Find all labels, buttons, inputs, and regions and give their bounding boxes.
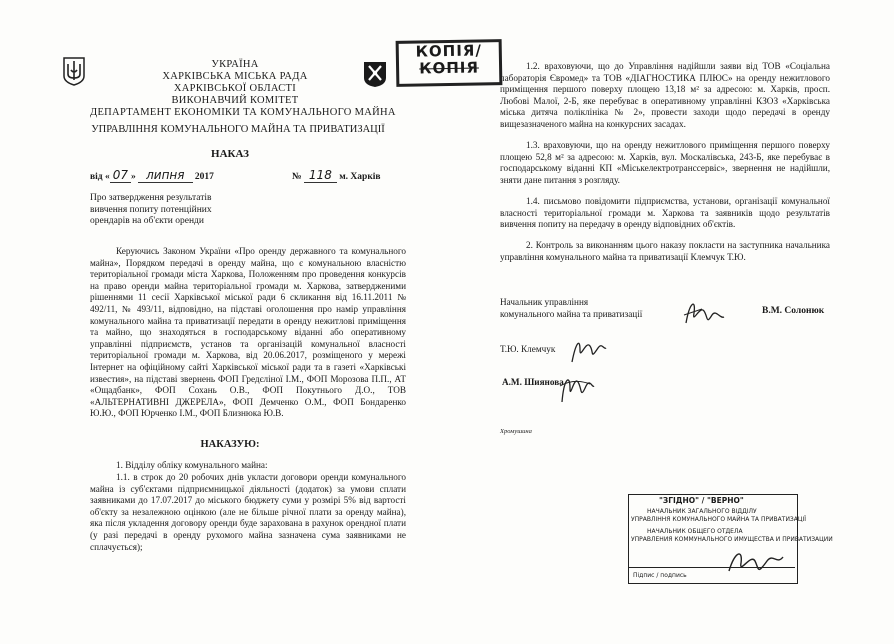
- header-department: ДЕПАРТАМЕНТ ЕКОНОМІКИ ТА КОМУНАЛЬНОГО МАЙНА: [90, 107, 396, 118]
- head-signature-icon: [680, 295, 726, 331]
- verified-stamp: [628, 494, 833, 584]
- subject-line-2: вивчення попиту потенційних: [90, 204, 212, 215]
- ukraine-coat-of-arms-icon: [62, 56, 86, 86]
- head-title-line-2: комунального майна та приватизації: [500, 308, 643, 319]
- document-header: [90, 59, 396, 119]
- date-month: липня: [138, 168, 192, 183]
- verified-stamp-line-4: УПРАВЛЕНИЯ КОММУНАЛЬНОГО ИМУЩЕСТВА И ПРИВАТИЗАЦИИ: [631, 536, 833, 543]
- head-title-line-1: Начальник управління: [500, 297, 589, 307]
- number-value: 118: [304, 168, 337, 183]
- approver-1-signature-icon: [568, 334, 608, 366]
- number-prefix: №: [292, 172, 302, 182]
- item-2: 2. Контроль за виконанням цього наказу покласти на заступника начальника управління комунального майна та приватизації Клемчук Т.Ю.: [500, 240, 830, 262]
- order-subject: [90, 193, 290, 228]
- head-title: [500, 297, 700, 320]
- verified-stamp-line-3: НАЧАЛЬНИК ОБЩЕГО ОТДЕЛА: [647, 528, 743, 535]
- order-number-line: [292, 168, 402, 182]
- item-1-4: 1.4. письмово повідомити підприємства, установи, організації комунальної власності територіальної громади м. Харкова та заявників щодо результатів вивчення попиту на передачу в оренду відповідних об'єктів.: [500, 196, 830, 230]
- subject-line-1: Про затвердження результатів: [90, 193, 212, 203]
- copy-stamp: [396, 39, 503, 87]
- header-directorate: УПРАВЛІННЯ КОМУНАЛЬНОГО МАЙНА ТА ПРИВАТИЗАЦІЇ: [91, 124, 385, 135]
- header-region: ХАРКІВСЬКОЇ ОБЛАСТІ: [173, 83, 297, 94]
- verified-stamp-title: "ЗГІДНО" / "ВЕРНО": [659, 496, 744, 505]
- header-council: ХАРКІВСЬКА МІСЬКА РАДА: [162, 71, 308, 82]
- date-year: 2017: [194, 172, 214, 182]
- verified-stamp-line-2: УПРАВЛІННЯ КОМУНАЛЬНОГО МАЙНА ТА ПРИВАТИЗАЦІЇ: [631, 516, 807, 523]
- verified-stamp-line-1: НАЧАЛЬНИК ЗАГАЛЬНОГО ВІДДІЛУ: [647, 508, 757, 515]
- copy-stamp-line-2: КОПІЯ: [419, 58, 480, 78]
- copy-stamp-line-1: КОПІЯ/: [415, 41, 483, 61]
- date-prefix: від «: [90, 172, 110, 182]
- preamble-paragraph: Керуючись Законом України «Про оренду державного та комунального майна», Порядком передачі в оренду майна, що є комунальною власністю територіальної громади міста Харкова, Положенням про проведення конкурсів на право оренди майна територіальної громади м. Харкова, затвердженими рішеннями 11 сесії Харківської міської ради 6 скликання від 16.11.2011 № 492/11, № 493/11, відповідно, на підставі оголошення про намір управління комунального майна та приватизації передати в оренду нежитлові приміщення та майно, що знаходяться в господарському віданні або оперативному управлінні підприємств, установ та організацій комунальної власності територіальної громади м. Харкова, від 20.06.2017, розміщеного у мережі Інтернет на офіційному сайті Харківської міської ради та в газеті «Харківські известия», на підставі звернень ФОП Гредєліної І.М., ФОП Морозова П.П., АТ «Ощадбанк», ФОП Сохань О.В., ФОП Покутнього Д.О., ТОВ «АЛЬТЕРНАТИВНІ ДЖЕРЕЛА», ФОП Демченко О.М., ФОП Бондаренко Ю.Ю., ФОП Юрченко І.М., ФОП Близнюка Ю.В.: [90, 246, 406, 419]
- executor-name: Хромушина: [500, 428, 532, 435]
- item-1-1: 1.1. в строк до 20 робочих днів укласти договори оренди комунального майна із суб'єктами підприємницької діяльності (додаток) за умови сплати заявниками до 17.07.2017 до міського бюджету суми у розмірі 5% від вартості об'єкту за незалежною оцінкою (але не більше річної плати за оренду майна), яка після укладення договору оренди буде зарахована в рахунок орендної плати (у разі передачі в оренду рухомого майна зазначена сума заявниками не сплачується);: [90, 472, 406, 552]
- header-country: УКРАЇНА: [211, 59, 259, 70]
- item-1-2: 1.2. враховуючи, що до Управління надійшли заяви від ТОВ «Соціальна лабораторія Євромед» та ТОВ «ДІАГНОСТИКА ПЛЮС» на оренду нежитлового приміщення першого поверху площею 13,18 м² за адресою: м. Харків, просп. Любові Малої, 2-Б, яке перебуває в оперативному управлінні КЗОЗ «Харківська міська дитяча поліклініка № 2», провести заходи щодо передачі в оренду вищезазначеного майна на конкурсних засадах.: [500, 61, 830, 129]
- head-name: В.М. Солонюк: [762, 306, 825, 316]
- item-1: 1. Відділу обліку комунального майна:: [116, 460, 268, 470]
- city: м. Харків: [339, 172, 381, 182]
- date-mid: »: [130, 172, 136, 182]
- header-committee: ВИКОНАВЧИЙ КОМІТЕТ: [171, 95, 299, 106]
- subject-line-3: орендарів на об'єкти оренди: [90, 216, 204, 226]
- date-day: 07: [110, 168, 131, 183]
- verified-stamp-signature-icon: [725, 545, 785, 579]
- approver-2-signature-icon: [556, 368, 596, 408]
- approver-2-name: А.М. Шиянова: [502, 377, 564, 387]
- approver-1-name: Т.Ю. Клемчук: [500, 344, 556, 354]
- item-1-3: 1.3. враховуючи, що на оренду нежитлового приміщення першого поверху площею 52,8 м² за адресою: м. Харків, вул. Москалівська, 243-Б, яке перебуває в господарському віданні КП «Міськелектротранссервіс», звернення не надійшли, зняти дане питання з розгляду.: [500, 140, 830, 185]
- verified-stamp-line-5: Підпис / подпись: [633, 572, 687, 579]
- decree-title: НАКАЗУЮ:: [200, 439, 260, 450]
- order-title: НАКАЗ: [211, 148, 249, 160]
